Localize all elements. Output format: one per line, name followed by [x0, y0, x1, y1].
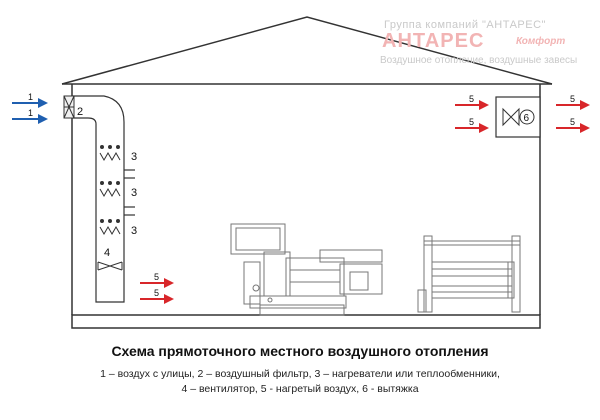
svg-text:5: 5: [469, 94, 475, 104]
heated-air-arrow: [556, 117, 590, 133]
outside-air-arrow: [12, 108, 48, 124]
machine-tool-illustration: [231, 224, 382, 315]
air-filter: [64, 96, 74, 118]
roller-machine-illustration: [418, 236, 520, 312]
legend-line: 4 – вентилятор, 5 - нагретый воздух, 6 - вытяжка: [181, 383, 419, 395]
heated-air-arrow: [140, 288, 174, 304]
svg-text:5: 5: [570, 94, 576, 104]
diagram-title: Схема прямоточного местного воздушного отопления: [111, 343, 489, 359]
heater-coil: [100, 182, 120, 197]
label-heater: 3: [131, 225, 138, 237]
heater-coil: [100, 220, 120, 235]
svg-text:1: 1: [28, 108, 34, 118]
heated-air-arrow: [556, 94, 590, 110]
label-exhaust: 6: [523, 113, 530, 124]
heater-coil: [100, 146, 120, 161]
air-duct: [72, 96, 138, 302]
svg-text:1: 1: [28, 92, 34, 102]
label-filter: 2: [77, 106, 84, 118]
heated-air-arrow: [455, 94, 489, 110]
watermark-tagline: Воздушное отопление, воздушные завесы: [380, 55, 578, 66]
watermark-logo-suffix: Комфорт: [516, 36, 566, 47]
floor: [72, 315, 540, 328]
watermark-logo: АНТАРЕС: [382, 30, 485, 52]
svg-text:5: 5: [570, 117, 576, 127]
legend-line: 1 – воздух с улицы, 2 – воздушный фильтр, 3 – нагреватели или теплообменники,: [100, 368, 500, 380]
heated-air-arrow: [455, 117, 489, 133]
heated-air-arrow: [140, 272, 174, 288]
label-heater: 3: [131, 187, 138, 199]
watermark-group: Группа компаний "АНТАРЕС": [384, 19, 546, 31]
exhaust-unit: [496, 97, 540, 137]
label-heater: 3: [131, 151, 138, 163]
fan-icon: [98, 262, 122, 270]
label-fan: 4: [104, 247, 111, 259]
svg-text:5: 5: [154, 272, 160, 282]
outside-air-arrow: [12, 92, 48, 108]
svg-text:5: 5: [154, 288, 160, 298]
svg-text:5: 5: [469, 117, 475, 127]
